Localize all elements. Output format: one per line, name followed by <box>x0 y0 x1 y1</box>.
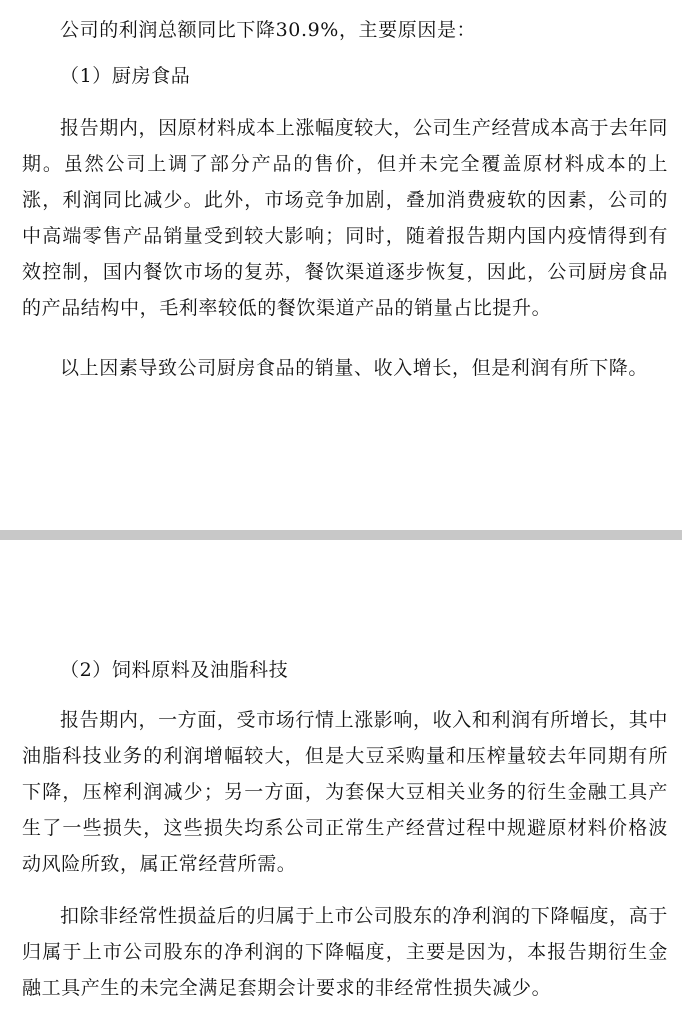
kitchen-food-paragraph: 报告期内，因原材料成本上涨幅度较大，公司生产经营成本高于去年同期。虽然公司上调了部分产品的售价，但并未完全覆盖原材料成本的上涨，利润同比减少。此外，市场竞争加剧，叠加消费疲软的因素，公司的中高端零售产品销量受到较大影响；同时，随着报告期内国内疫情得到有效控制，国内餐饮市场的复苏，餐饮渠道逐步恢复，因此，公司厨房食品的产品结构中，毛利率较低的餐饮渠道产品的销量占比提升。 <box>22 117 668 319</box>
intro-paragraph: 公司的利润总额同比下降30.9%，主要原因是： <box>60 19 477 41</box>
feed-oil-paragraph: 报告期内，一方面，受市场行情上涨影响，收入和利润有所增长，其中油脂科技业务的利润增幅较大，但是大豆采购量和压榨量较去年同期有所下降，压榨利润减少；另一方面，为套保大豆相关业务的衍生金融工具产生了一些损失，这些损失均系公司正常生产经营过程中规避原材料价格波动风险所致，属正常经营所需。 <box>22 709 668 875</box>
section-heading-kitchen-food: （1）厨房食品 <box>60 65 191 87</box>
document-page-bottom <box>0 540 682 1036</box>
net-profit-paragraph: 扣除非经常性损益后的归属于上市公司股东的净利润的下降幅度，高于归属于上市公司股东的净利润的下降幅度，主要是因为，本报告期衍生金融工具产生的未完全满足套期会计要求的非经常性损失减少。 <box>22 905 668 999</box>
kitchen-food-conclusion-paragraph: 以上因素导致公司厨房食品的销量、收入增长，但是利润有所下降。 <box>60 357 649 379</box>
section-heading-feed-oil: （2）饲料原料及油脂科技 <box>60 659 289 681</box>
page-divider <box>0 530 682 540</box>
